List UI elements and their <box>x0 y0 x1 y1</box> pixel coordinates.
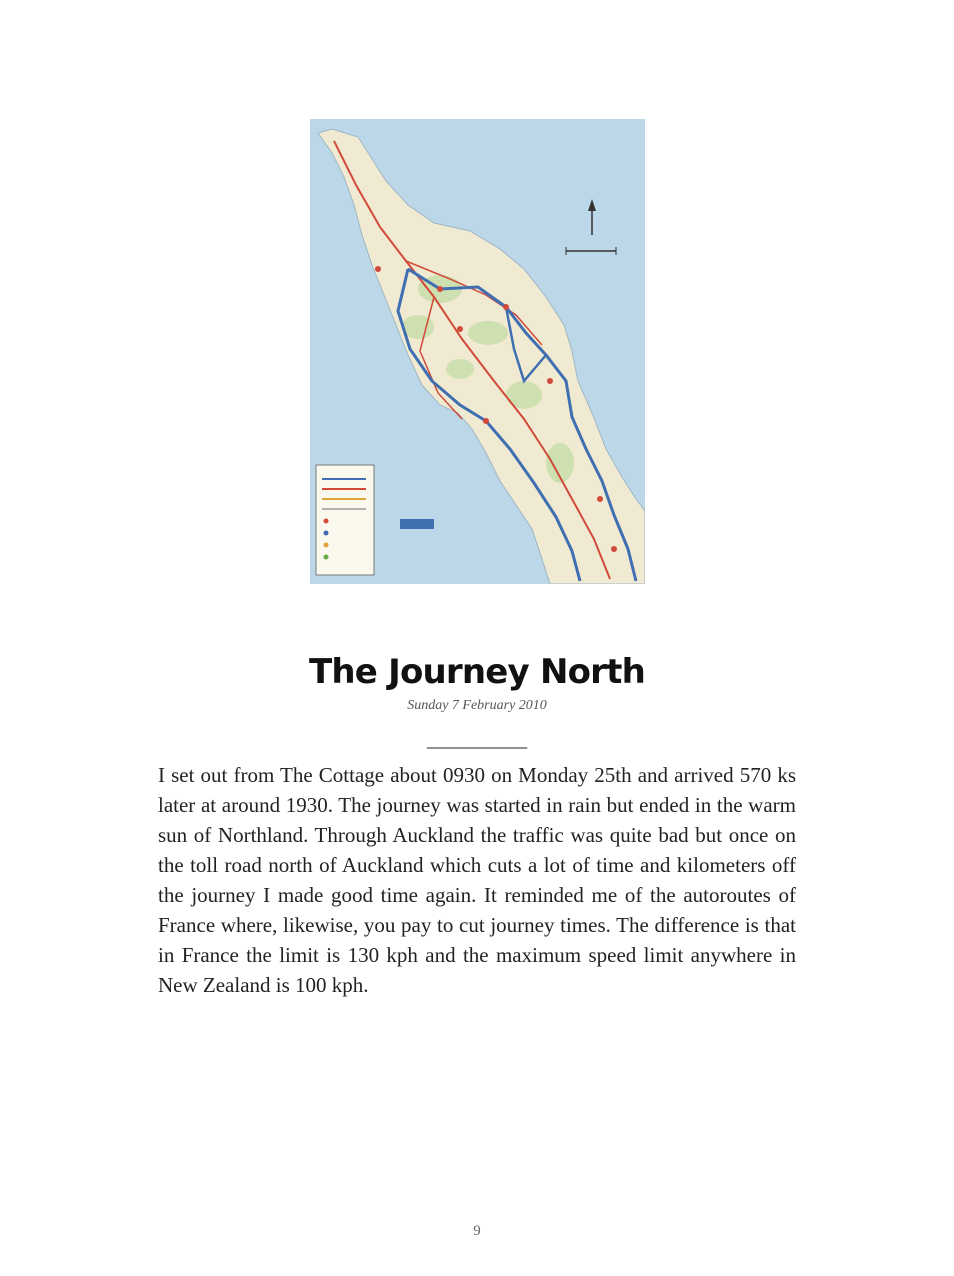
map-town <box>375 266 381 272</box>
map-legend <box>316 465 374 575</box>
page-number: 9 <box>473 1223 481 1239</box>
map-town <box>611 546 617 552</box>
map-town <box>597 496 603 502</box>
map-town <box>503 304 509 310</box>
map-town <box>547 378 553 384</box>
map-town <box>483 418 489 424</box>
map-badge <box>400 519 434 529</box>
article-date: Sunday 7 February 2010 <box>407 698 547 713</box>
section-divider: __________ <box>427 729 527 751</box>
map-forest <box>446 359 474 379</box>
road-map-image <box>310 119 645 584</box>
map-forest <box>506 381 542 409</box>
article-body: I set out from The Cottage about 0930 on Monday 25th and arrived 570 ks later at around 1930. The journey was started in rain but ended in the warm sun of Northland. Through Auckland the traffic was quite bad but once on the toll road north of Auckland which cuts a lot of time and kilometers off the journey I made good time again. It reminded me of the autoroutes of France where, likewise, you pay to cut journey times. The difference is that in France the limit is 130 kph and the maximum speed limit anywhere in New Zealand is 100 kph. <box>158 763 796 997</box>
map-forest <box>468 321 508 345</box>
map-town <box>437 286 443 292</box>
northland-map-image <box>310 119 645 584</box>
map-town <box>457 326 463 332</box>
page-title: The Journey North <box>309 652 645 692</box>
